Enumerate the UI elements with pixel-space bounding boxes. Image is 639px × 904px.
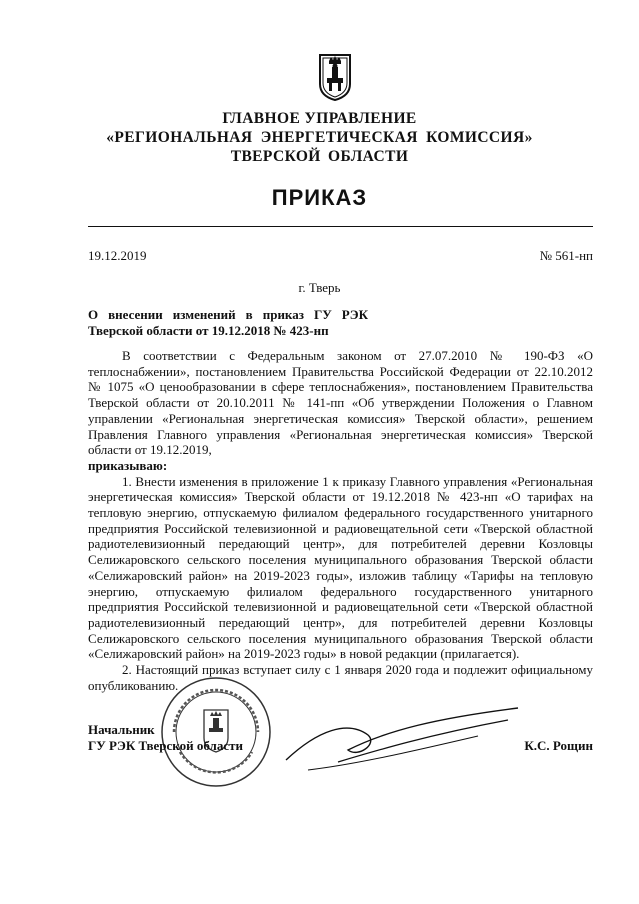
document-type-title: ПРИКАЗ [271, 185, 368, 210]
org-name-line-1: ГЛАВНОЕ УПРАВЛЕНИЕ [222, 110, 417, 127]
header-divider [88, 226, 593, 227]
preamble-paragraph: В соответствии с Федеральным законом от 27.07.2010 № 190-ФЗ «О теплоснабжении», постановлением Правительства Российской Федерации от 22.10.2012 № 1075 «О ценообразовании в сфере теплоснабжения», постановлением Правительства Тверской области от 20.10.2011 № 141-пп «Об утверждении Положения о Главном управлении «Региональная энергетическая комиссия» Тверской области», решением Правления Главного управления «Региональная энергетическая комиссия» Тверской области от 19.12.2019, [88, 348, 593, 458]
signatory-position [88, 722, 243, 754]
signatory-name: К.С. Рощин [524, 738, 593, 753]
handwritten-signature-icon [278, 700, 528, 780]
coat-of-arms-icon [317, 50, 353, 102]
document-subject: О внесении изменений в приказ ГУ РЭК Тверской области от 19.12.2018 № 423-нп [88, 307, 368, 338]
order-item-2: 2. Настоящий приказ вступает силу с 1 января 2020 года и подлежит официальному опубликованию. [88, 662, 593, 693]
order-word: приказываю: [88, 457, 168, 473]
document-city: г. Тверь [298, 280, 341, 295]
document-date: 19.12.2019 [88, 248, 147, 263]
document-body [88, 348, 593, 693]
org-name-line-3: ТВЕРСКОЙ ОБЛАСТИ [230, 148, 409, 165]
signatory-position-line-2: ГУ РЭК Тверской области [88, 738, 243, 753]
document-number: № 561-нп [539, 248, 593, 263]
org-name-line-2: «РЕГИОНАЛЬНАЯ ЭНЕРГЕТИЧЕСКАЯ КОМИССИЯ» [106, 129, 533, 146]
signatory-position-line-1: Начальник [88, 722, 155, 737]
order-item-1: 1. Внести изменения в приложение 1 к приказу Главного управления «Региональная энергетическая комиссия» Тверской области от 19.12.2018 № 423-нп «О тарифах на тепловую энергию, отпускаемую филиалом федерального государственного унитарного предприятия Российской телевизионной и радиовещательной сети «Тверской областной радиотелевизионный передающий центр», для потребителей деревни Козловцы Селижаровского сельского поселения муниципального образования Тверской области «Селижаровский район» на 2019-2023 годы», изложив таблицу «Тарифы на тепловую энергию, отпускаемую филиалом федерального государственного унитарного предприятия Российской телевизионной и радиовещательной сети «Тверской областной радиотелевизионный передающий центр», для потребителей деревни Козловцы Селижаровского сельского поселения муниципального образования Тверской области «Селижаровский район» на 2019-2023 годы» в новой редакции (прилагается). [88, 473, 593, 662]
